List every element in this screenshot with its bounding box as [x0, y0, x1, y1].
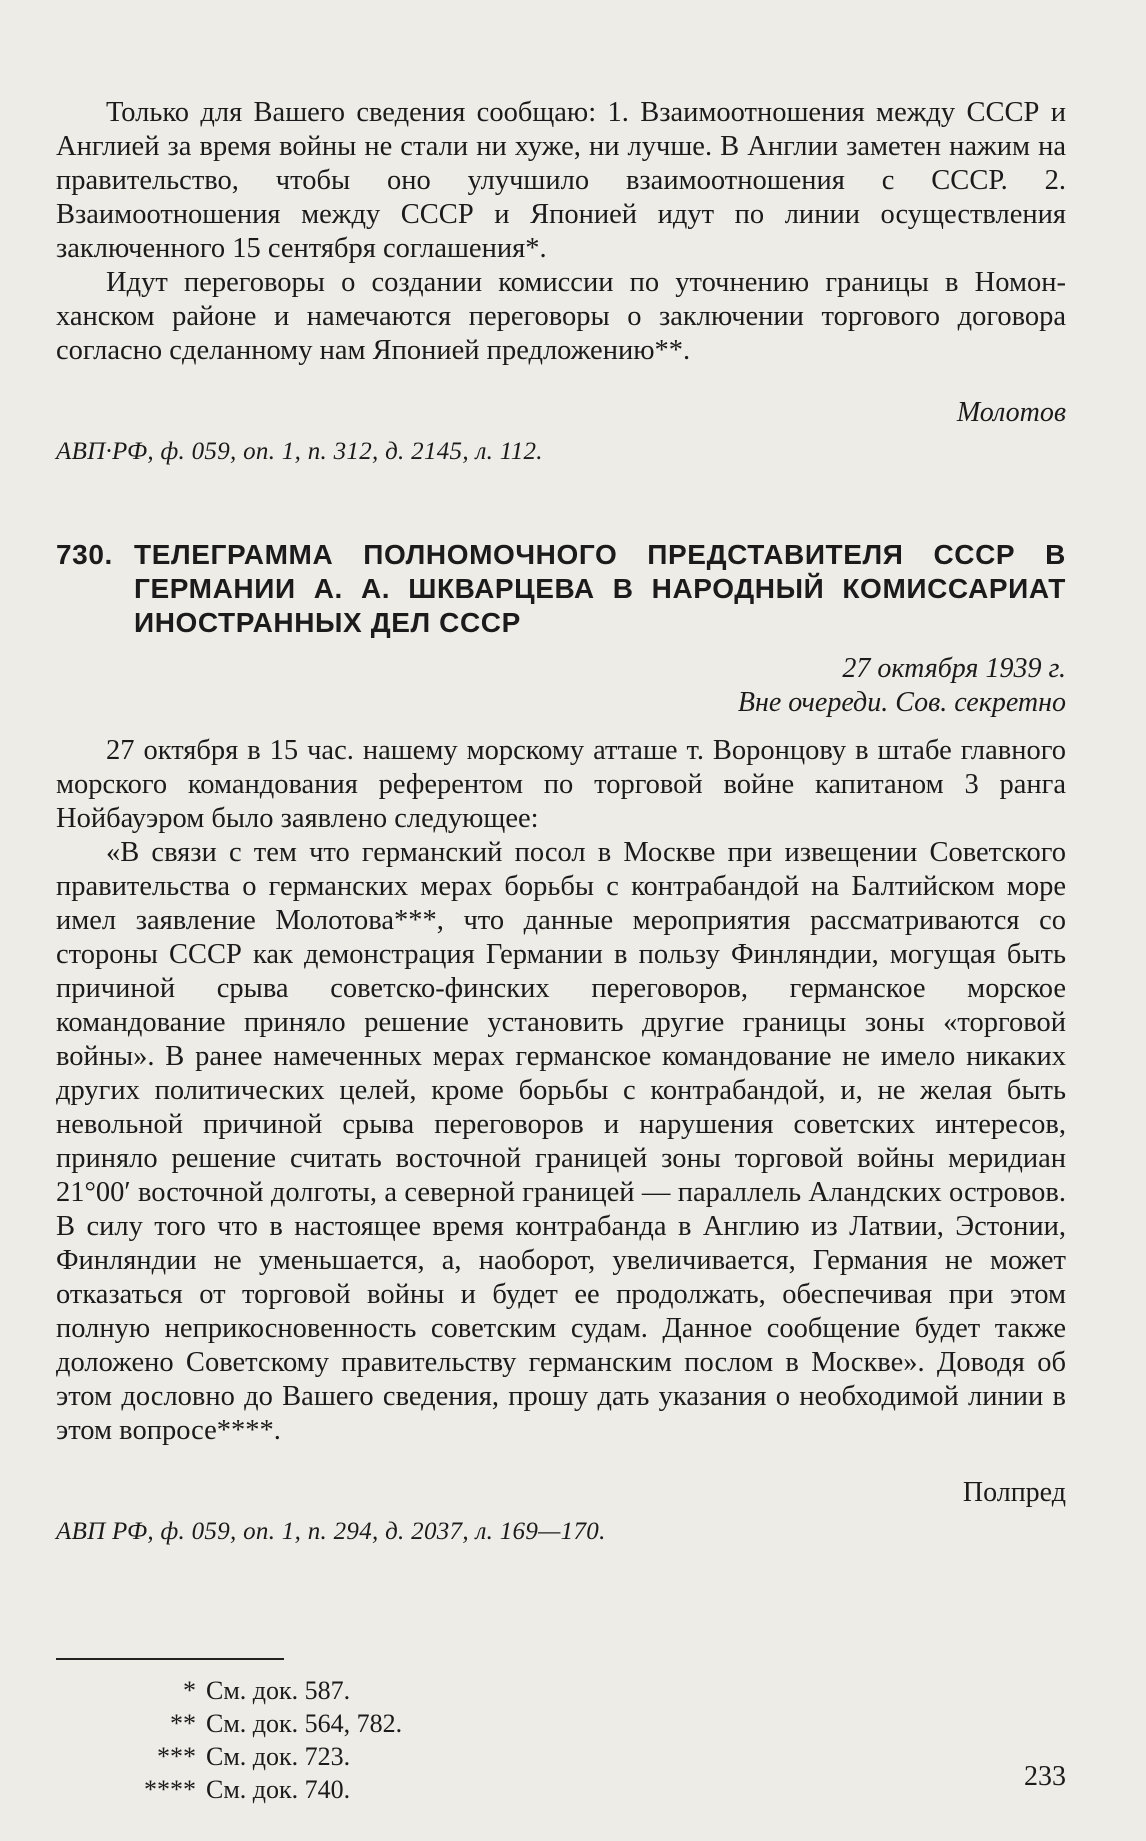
- prev-paragraph-2: Идут переговоры о создании комиссии по уточнению границы в Номон-ханском районе и намечаются переговоры о заключении торгового договора согласно сделанному нам Японией предложению**.: [56, 267, 1066, 366]
- document-date: 27 октября 1939 г.: [842, 653, 1066, 684]
- footnote: [56, 1740, 1066, 1773]
- footnote-text: См. док. 740.: [206, 1775, 351, 1804]
- footnote: [56, 1707, 1066, 1740]
- page-number: 233: [1024, 1761, 1066, 1792]
- doc-paragraph-1: 27 октября в 15 час. нашему морскому атташе т. Воронцову в штабе главного морского командования референтом по торговой войне капитаном 3 ранга Нойбауэром было заявлено следующее:: [56, 735, 1066, 834]
- footnote-mark: **: [170, 1709, 196, 1738]
- doc-paragraph-2: «В связи с тем что германский посол в Москве при извещении Советского правительства о германских мерах борьбы с контрабандой на Балтийском море имел заявление Молотова***, что данные мероприятия рассматриваются со стороны СССР как демонстрация Германии в пользу Финляндии, могущая быть причиной срыва советско-финских переговоров, германское морское командование приняло решение установить другие границы зоны «торговой войны». В ранее намеченных мерах германское командование не имело никаких других политических целей, кроме борьбы с контрабандой, и, не желая быть невольной причиной срыва переговоров и нарушения советских интересов, приняло решение считать восточной границей зоны торговой войны меридиан 21°00′ восточной долготы, а северной границей — параллель Аландских островов. В силу того что в настоящее время контрабанда в Англию из Латвии, Эстонии, Финляндии не уменьшается, а, наоборот, увеличивается, Германия не может отказаться от торговой войны и будет ее продолжать, обеспечивая при этом полную неприкосновенность советским судам. Данное сообщение будет также доложено Советскому правительству германским послом в Москве». Доводя об этом дословно до Вашего сведения, прошу дать указания о необходимой линии в этом вопросе****.: [56, 837, 1066, 1446]
- document-number: 730.: [56, 539, 113, 570]
- footnote-text: См. док. 587.: [206, 1676, 351, 1705]
- document-heading: [56, 538, 1066, 640]
- footnote-text: См. док. 723.: [206, 1742, 351, 1771]
- footnotes: [56, 1674, 1066, 1806]
- document-title: ТЕЛЕГРАММА ПОЛНОМОЧНОГО ПРЕДСТАВИТЕЛЯ СССР В ГЕРМАНИИ А. А. ШКВАРЦЕВА В НАРОДНЫЙ КОМИССАРИАТ ИНОСТРАННЫХ ДЕЛ СССР: [134, 539, 1066, 638]
- doc-archive-source: АВП РФ, ф. 059, оп. 1, п. 294, д. 2037, л. 169—170.: [56, 1518, 606, 1545]
- footnote: [56, 1674, 1066, 1707]
- page-content: [56, 96, 1066, 1806]
- footnote-mark: *: [183, 1676, 196, 1705]
- footnote: [56, 1773, 1066, 1806]
- prev-signature: Молотов: [956, 397, 1066, 428]
- footnote-mark: ****: [144, 1775, 196, 1804]
- doc-signature: Полпред: [962, 1477, 1066, 1508]
- prev-archive-source: АВП·РФ, ф. 059, оп. 1, п. 312, д. 2145, л. 112.: [56, 438, 543, 465]
- document-classification: Вне очереди. Сов. секретно: [737, 687, 1066, 718]
- footnote-text: См. док. 564, 782.: [206, 1709, 403, 1738]
- footnote-mark: ***: [157, 1742, 196, 1771]
- prev-paragraph-1: Только для Вашего сведения сообщаю: 1. Взаимоотношения между СССР и Англией за время войны не стали ни хуже, ни лучше. В Англии заметен нажим на правительство, чтобы оно улучшило взаимоотношения с СССР. 2. Взаимоотношения между СССР и Японией идут по линии осуществления заключенного 15 сентября соглашения*.: [56, 97, 1066, 264]
- footnote-divider: [56, 1658, 284, 1660]
